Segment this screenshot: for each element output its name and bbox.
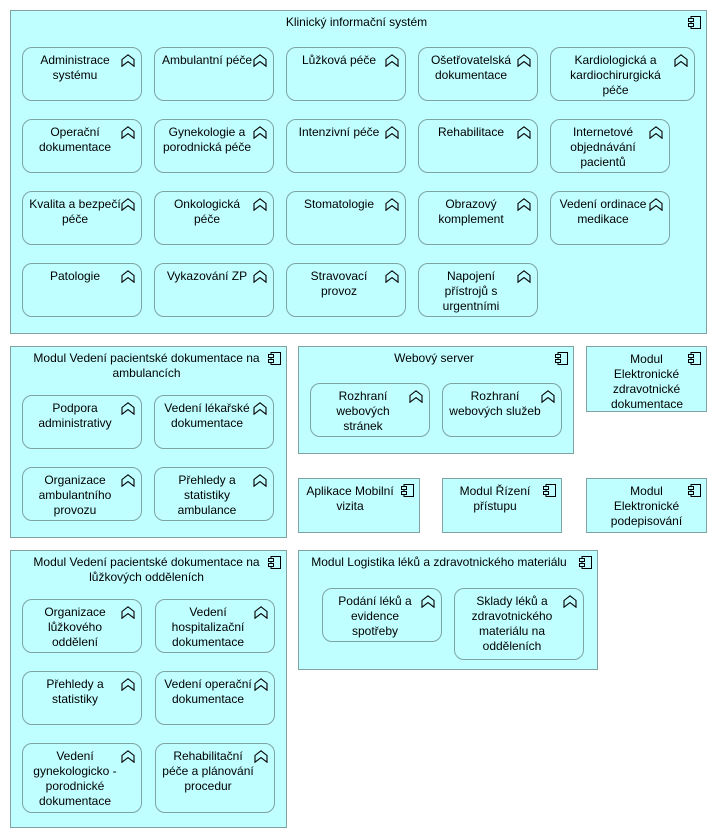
group-klinicky-informacni-system[interactable] [10,10,707,334]
module-label: Modul Řízení přístupu [459,484,531,513]
function-icon [253,402,267,415]
function-onkologicka-pece[interactable] [154,191,274,245]
group-title: Modul Vedení pacientské dokumentace na ambulancích [33,351,260,380]
function-icon [121,126,135,139]
function-icon [121,678,135,691]
function-internetove-objednavani[interactable] [550,119,670,173]
function-kvalita-bezpeci[interactable] [22,191,142,245]
function-icon [385,198,399,211]
function-obrazovy-komplement[interactable] [418,191,538,245]
function-label: Vedení hospitalizační dokumentace [171,605,245,649]
group-modul-ambulance[interactable] [10,346,287,538]
function-label: Sklady léků a zdravotnického materiálu na odděleních [471,594,553,653]
function-kardiologicka-pece[interactable] [550,47,695,101]
function-label: Podání léků a evidence spotřeby [338,594,412,638]
function-label: Ošetřovatelská dokumentace [430,53,512,82]
function-intenzivni-pece[interactable] [286,119,406,173]
function-label: Organizace ambulantního provozu [38,473,112,517]
group-title: Klinický informační systém [285,15,428,29]
function-icon [517,54,531,67]
function-icon [385,270,399,283]
function-label: Rehabilitační péče a plánování procedur [162,749,254,793]
group-title: Modul Vedení pacientské dokumentace na lůžkových odděleních [33,555,260,584]
function-icon [121,198,135,211]
function-label: Obrazový komplement [438,197,504,226]
function-icon [517,270,531,283]
function-icon [253,198,267,211]
component-icon [268,556,281,569]
function-vykazovani-zp[interactable] [154,263,274,317]
function-icon [649,198,663,211]
function-rehabilitacni-pece-planovani[interactable] [155,743,275,813]
function-rozhrani-webovych-stranek[interactable] [310,383,430,437]
function-label: Přehledy a statistiky [46,677,104,706]
group-modul-logistika[interactable] [298,550,598,670]
function-icon [253,126,267,139]
function-operacni-dokumentace[interactable] [22,119,142,173]
function-gynekologie[interactable] [154,119,274,173]
function-icon [674,54,688,67]
function-osetrovatelska-dokumentace[interactable] [418,47,538,101]
function-icon [517,126,531,139]
function-label: Vedení lékařské dokumentace [164,401,250,430]
function-icon [254,678,268,691]
function-label: Intenzivní péče [298,125,380,139]
group-modul-luzkova-oddeleni[interactable] [10,550,287,828]
function-label: Přehledy a statistiky ambulance [177,473,237,517]
module-rizeni-pristupu[interactable] [442,478,562,533]
function-vedeni-lekarske-dokumentace[interactable] [154,395,274,449]
function-icon [385,54,399,67]
component-icon [688,352,701,365]
function-vedeni-ordinace-medikace[interactable] [550,191,670,245]
function-prehledy-statistiky-ambulance[interactable] [154,467,274,521]
group-webovy-server[interactable] [298,346,574,454]
function-icon [253,54,267,67]
function-ambulantni-pece[interactable] [154,47,274,101]
function-prehledy-statistiky[interactable] [22,671,142,725]
function-podpora-administrativy[interactable] [22,395,142,449]
component-icon [579,556,592,569]
component-icon [543,484,556,497]
function-icon [254,750,268,763]
function-label: Rehabilitace [437,125,505,139]
function-label: Napojení přístrojů s urgentními [442,269,500,313]
group-title: Webový server [394,351,474,365]
component-icon [268,352,281,365]
function-icon [254,606,268,619]
component-icon [688,484,701,497]
module-label: Modul Elektronické podepisování [610,484,683,528]
function-icon [121,750,135,763]
function-label: Podpora administrativy [38,401,112,430]
function-rozhrani-webovych-sluzeb[interactable] [442,383,562,437]
function-label: Gynekologie a porodnická péče [162,125,252,154]
function-luzkova-pece[interactable] [286,47,406,101]
function-rehabilitace[interactable] [418,119,538,173]
module-elektronicke-zdravotnicke-dokumentace[interactable] [586,346,707,412]
function-icon [253,270,267,283]
function-label: Administrace systému [40,53,110,82]
function-sklady-leku[interactable] [454,588,584,660]
function-vedeni-operacni-dokumentace[interactable] [155,671,275,725]
function-icon [421,595,435,608]
function-label: Rozhraní webových stránek [336,389,390,433]
function-label: Vedení gynekologicko -porodnické dokumentace [33,749,117,808]
function-label: Kvalita a bezpečí péče [29,197,121,226]
group-title: Modul Logistika léků a zdravotnického materiálu [311,555,567,569]
function-label: Organizace lůžkového oddělení [44,605,106,649]
function-stravovaci-provoz[interactable] [286,263,406,317]
module-label: Aplikace Mobilní vizita [306,484,394,513]
function-icon [121,402,135,415]
module-elektronicke-podepisovani[interactable] [586,478,707,533]
module-aplikace-mobilni-vizita[interactable] [298,478,420,533]
function-label: Internetové objednávání pacientů [570,125,636,169]
function-vedeni-gynekologicko-porodnicke-dokumentace[interactable] [22,743,142,813]
function-stomatologie[interactable] [286,191,406,245]
function-organizace-luzkoveho-oddeleni[interactable] [22,599,142,653]
function-label: Operační dokumentace [38,125,112,154]
function-icon [409,390,423,403]
function-icon [253,474,267,487]
function-icon [121,474,135,487]
function-label: Patologie [49,269,101,283]
function-icon [541,390,555,403]
function-napojeni-pristroju[interactable] [418,263,538,317]
function-icon [121,54,135,67]
function-administrace-systemu[interactable] [22,47,142,101]
function-icon [121,606,135,619]
function-label: Ambulantní péče [161,53,253,67]
component-icon [555,352,568,365]
function-label: Lůžková péče [301,53,377,67]
function-podani-leku-evidence-spotreby[interactable] [322,588,442,642]
function-label: Kardiologická a kardiochirurgická péče [570,53,661,97]
function-vedeni-hospitalizacni-dokumentace[interactable] [155,599,275,653]
module-label: Modul Elektronické zdravotnické dokumentace [611,352,684,411]
function-organizace-ambulantniho-provozu[interactable] [22,467,142,521]
function-label: Vedení operační dokumentace [164,677,252,706]
function-label: Stravovací provoz [310,269,368,298]
function-icon [563,595,577,608]
function-icon [649,126,663,139]
function-label: Stomatologie [303,197,375,211]
function-label: Onkologická péče [173,197,241,226]
function-patologie[interactable] [22,263,142,317]
function-icon [385,126,399,139]
function-label: Rozhraní webových služeb [449,389,541,418]
component-icon [688,16,701,29]
function-label: Vedení ordinace medikace [559,197,647,226]
component-icon [401,484,414,497]
function-icon [517,198,531,211]
function-icon [121,270,135,283]
function-label: Vykazování ZP [166,269,248,283]
